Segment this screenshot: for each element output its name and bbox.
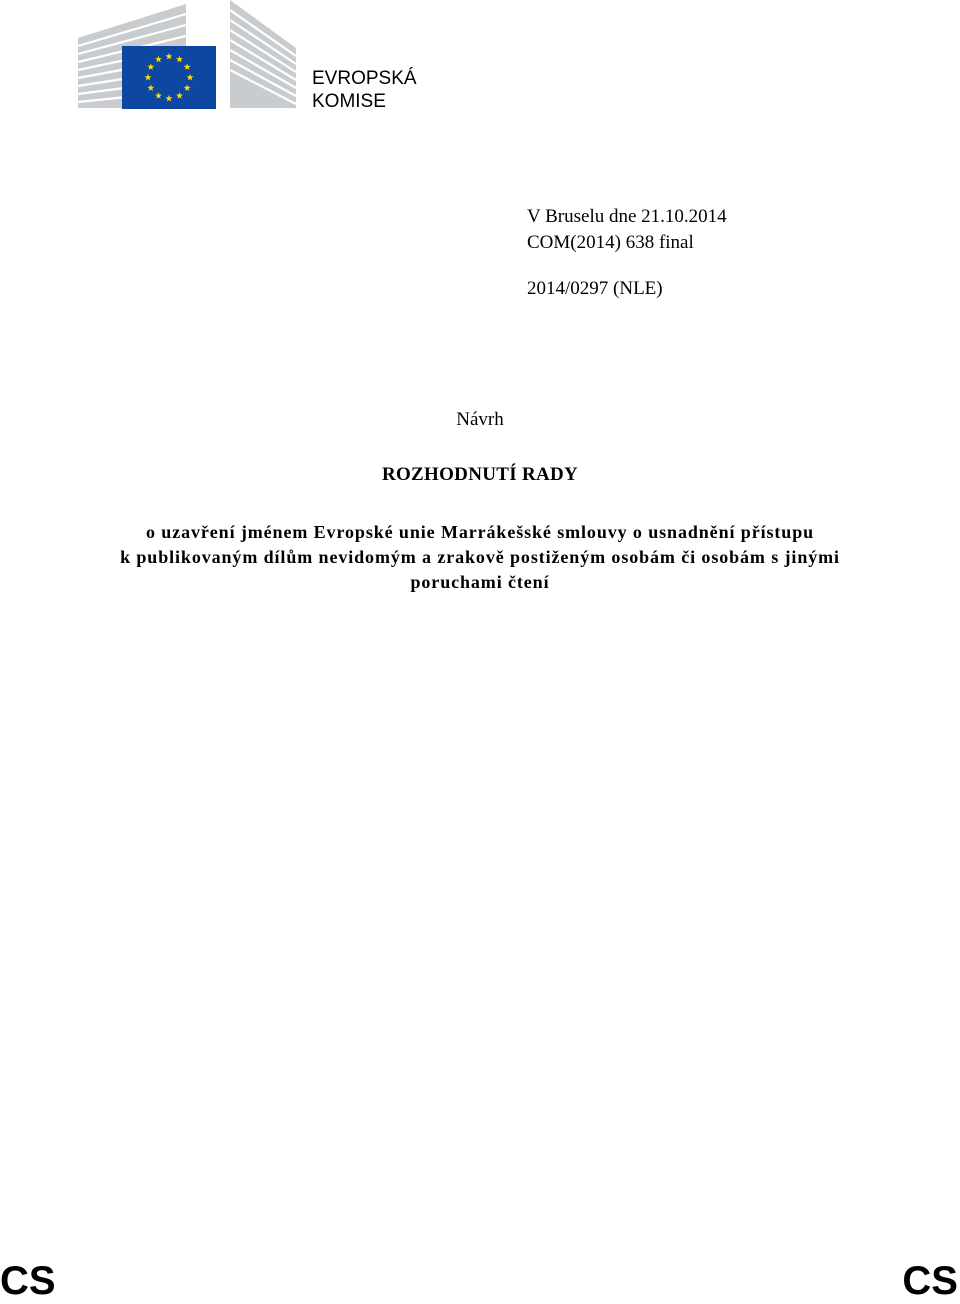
language-code-left: CS [0, 1259, 56, 1303]
organization-name [312, 67, 417, 113]
organization-name-line1: EVROPSKÁ [312, 68, 417, 89]
language-code-right: CS [902, 1259, 958, 1303]
document-title: ROZHODNUTÍ RADY [381, 464, 579, 485]
organization-name-line2: KOMISE [312, 91, 386, 112]
document-type: Návrh [456, 409, 504, 430]
subject-line: o uzavření jménem Evropské unie Marrákešské smlouvy o usnadnění přístupu [145, 522, 815, 542]
document-reference: COM(2014) 638 final [527, 232, 694, 253]
document-subject [0, 520, 960, 595]
subject-line: k publikovaným dílům nevidomým a zrakově postiženým osobám či osobám s jinými [120, 547, 840, 567]
document-date: V Bruselu dne 21.10.2014 [527, 206, 727, 227]
european-commission-logo [74, 0, 306, 114]
subject-line: poruchami čtení [410, 572, 550, 592]
procedure-number: 2014/0297 (NLE) [527, 278, 663, 299]
